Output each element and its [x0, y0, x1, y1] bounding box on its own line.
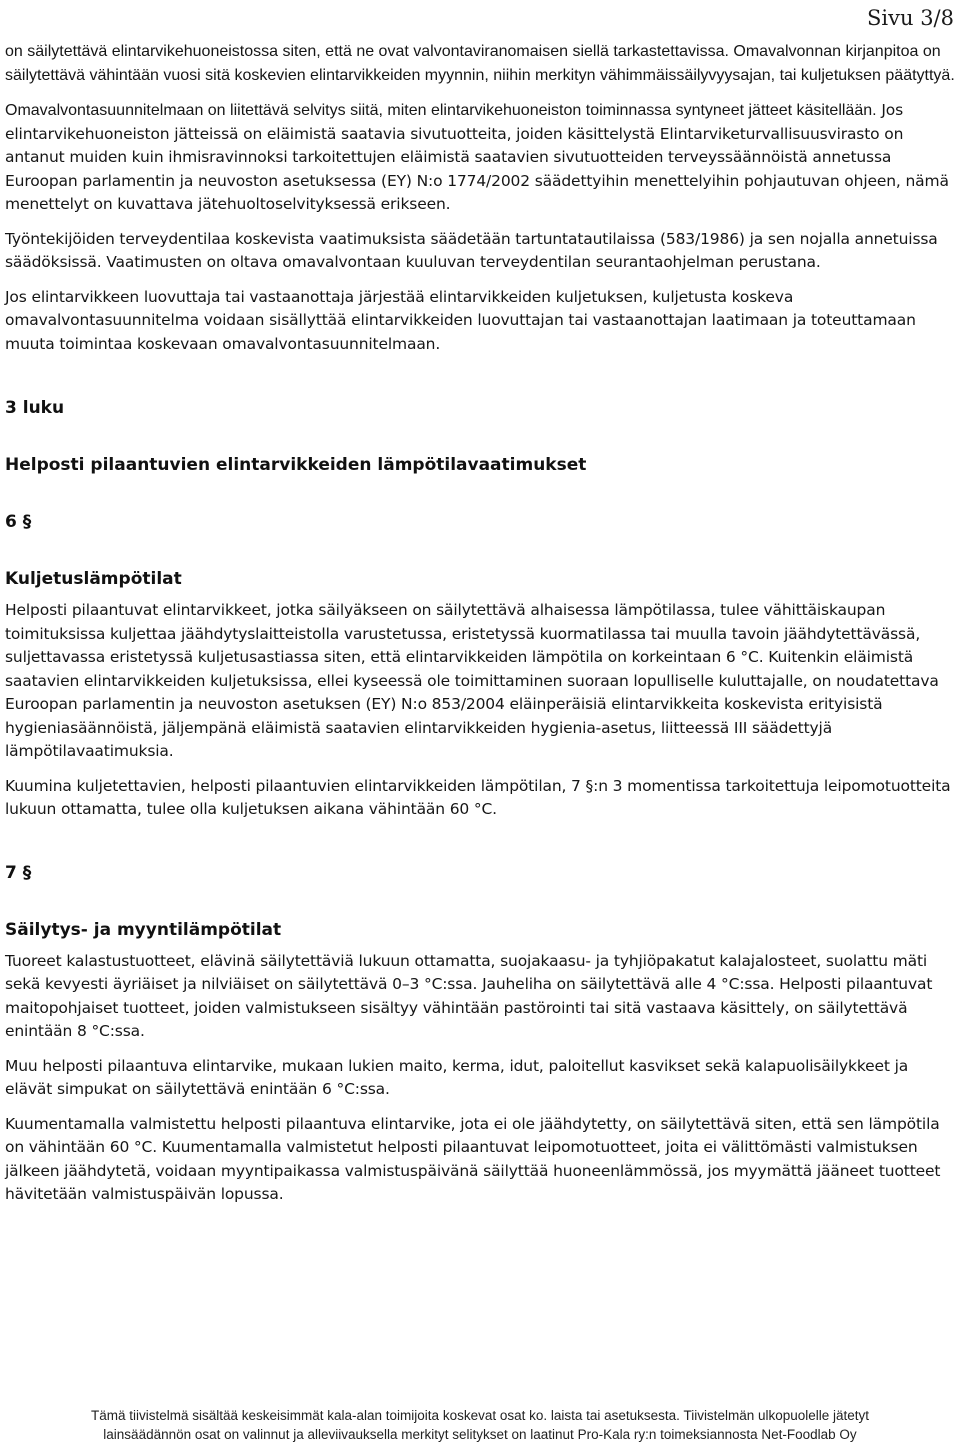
document-body	[5, 40, 957, 1207]
section-7-paragraph-3: Kuumentamalla valmistettu helposti pilaantuva elintarvike, jota ei ole jäähdytetty, on säilytettävä siten, että sen lämpötila on vähintään 60 °C. Kuumentamalla valmistetut helposti pilaantuvat leipomotuotteet, joita ei välittömästi valmistuksen jälkeen jäähdytetä, voidaan myyntipaikassa valmistuspäivänä säilyttää huoneenlämmössä, jos myymättä jääneet tuotteet hävitetään valmistuspäivän lopussa.	[5, 1114, 941, 1203]
chapter-number: 3 luku	[5, 398, 65, 418]
chapter-title: Helposti pilaantuvien elintarvikkeiden lämpötilavaatimukset	[5, 455, 587, 475]
intro-paragraph-1: on säilytettävä elintarvikehuoneistossa siten, että ne ovat valvontaviranomaisen siellä tarkastettavissa. Omavalvonnan kirjanpitoa on säilytettävä vähintään vuosi sitä koskevien elintarvikkeiden myynnin, niihin merkityn vähimmäissäilyvyysajan, tai kuljetuksen päätyttyä.	[5, 43, 955, 84]
section-7-paragraph-1: Tuoreet kalastustuotteet, elävinä säilytettäviä lukuun ottamatta, suojakaasu- ja tyhjiöpakatut kalajalosteet, suolattu mäti sekä kevyesti äyriäiset ja nilviäiset on säilytettävä 0–3 °C:ssa. Jauheliha on säilytettävä alle 4 °C:ssa. Helposti pilaantuvat maitopohjaiset tuotteet, joiden valmistukseen sisältyy vähintään pastörointi tai sitä vastaava käsittely, on säilytettävä enintään 8 °C:ssa.	[5, 951, 933, 1040]
footer-line-1: Tämä tiivistelmä sisältää keskeisimmät kala-alan toimijoita koskevat osat ko. laista tai asetuksesta. Tiivistelmän ulkopuolelle jätetyt	[90, 1408, 870, 1423]
intro-paragraph-2-rest: Jos elintarvikehuoneiston jätteissä on eläimistä saatavia sivutuotteita, joiden käsittelystä Elintarviketurvallisuusvirasto on antanut muiden kuin ihmisravinnoksi tarkoitettujen eläimistä saatavien sivutuotteiden terveyssäännöistä annetussa Euroopan parlamentin ja neuvoston asetuksessa (EY) N:o 1774/2002 säädettyihin menettelyihin pohjautuvan ohjeen, nämä menettelyt on kuvattava jätehuoltoselvityksessä erikseen.	[5, 101, 949, 213]
intro-paragraph-4: Jos elintarvikkeen luovuttaja tai vastaanottaja järjestää elintarvikkeiden kuljetuksen, kuljetusta koskeva omavalvontasuunnitelma voidaan sisällyttää elintarvikkeiden luovuttajan tai vastaanottajan laatimaan ja toteuttamaan muuta toimintaa koskevaan omavalvontasuunnitelmaan.	[5, 287, 916, 353]
intro-paragraph-2-lead: Omavalvontasuunnitelmaan on liitettävä selvitys siitä, miten elintarvikehuoneiston toiminnassa syntyneet jätteet käsitellään.	[5, 102, 877, 119]
section-6-paragraph-1: Helposti pilaantuvat elintarvikkeet, jotka säilyäkseen on säilytettävä alhaisessa lämpötilassa, tulee vähittäiskaupan toimituksissa kuljettaa jäähdytyslaitteistolla varustetussa, eristetyssä kuormatilassa tai muulla tavoin jäähdytettävässä, suljettavassa eristetyssä kuljetusastiassa siten, että elintarvikkeiden lämpötila on korkeintaan 6 °C. Kuitenkin eläimistä saatavien elintarvikkeiden kuljetuksissa, ellei kyseessä ole toimittaminen suoraan lopulliselle kuluttajalle, on noudatettava Euroopan parlamentin ja neuvoston asetuksen (EY) N:o 853/2004 eläinperäisiä elintarvikkeita koskevista erityisistä hygieniasäännöistä, jäljempänä eläimistä saatavien elintarvikkeiden hygienia-asetus, liitteessä III säädettyjä lämpötilavaatimuksia.	[5, 601, 939, 760]
intro-paragraph-2	[5, 99, 957, 217]
section-6-title: Kuljetuslämpötilat	[5, 569, 182, 589]
page-number: Sivu 3/8	[867, 6, 954, 30]
section-6-number: 6 §	[5, 512, 32, 532]
page-footer	[0, 1406, 960, 1444]
section-6-paragraph-2: Kuumina kuljetettavien, helposti pilaantuvien elintarvikkeiden lämpötilan, 7 §:n 3 momentissa tarkoitettuja leipomotuotteita lukuun ottamatta, tulee olla kuljetuksen aikana vähintään 60 °C.	[5, 776, 951, 818]
section-7-title: Säilytys- ja myyntilämpötilat	[5, 919, 282, 940]
intro-paragraph-3: Työntekijöiden terveydentilaa koskevista vaatimuksista säädetään tartuntatautilaissa (583/1986) ja sen nojalla annetuissa säädöksissä. Vaatimusten on oltava omavalvontaan kuuluvan terveydentilan seurantaohjelman perustana.	[5, 229, 938, 271]
section-7-number: 7 §	[5, 862, 32, 883]
section-7-paragraph-2: Muu helposti pilaantuva elintarvike, mukaan lukien maito, kerma, idut, paloitellut kasvikset sekä kalapuolisäilykkeet ja elävät simpukat on säilytettävä enintään 6 °C:ssa.	[5, 1056, 909, 1098]
footer-line-2: lainsäädännön osat on valinnut ja alleviivauksella merkityt selitykset on laatinut Pro-Kala ry:n toimeksiannosta Net-Foodlab Oy	[103, 1427, 857, 1442]
